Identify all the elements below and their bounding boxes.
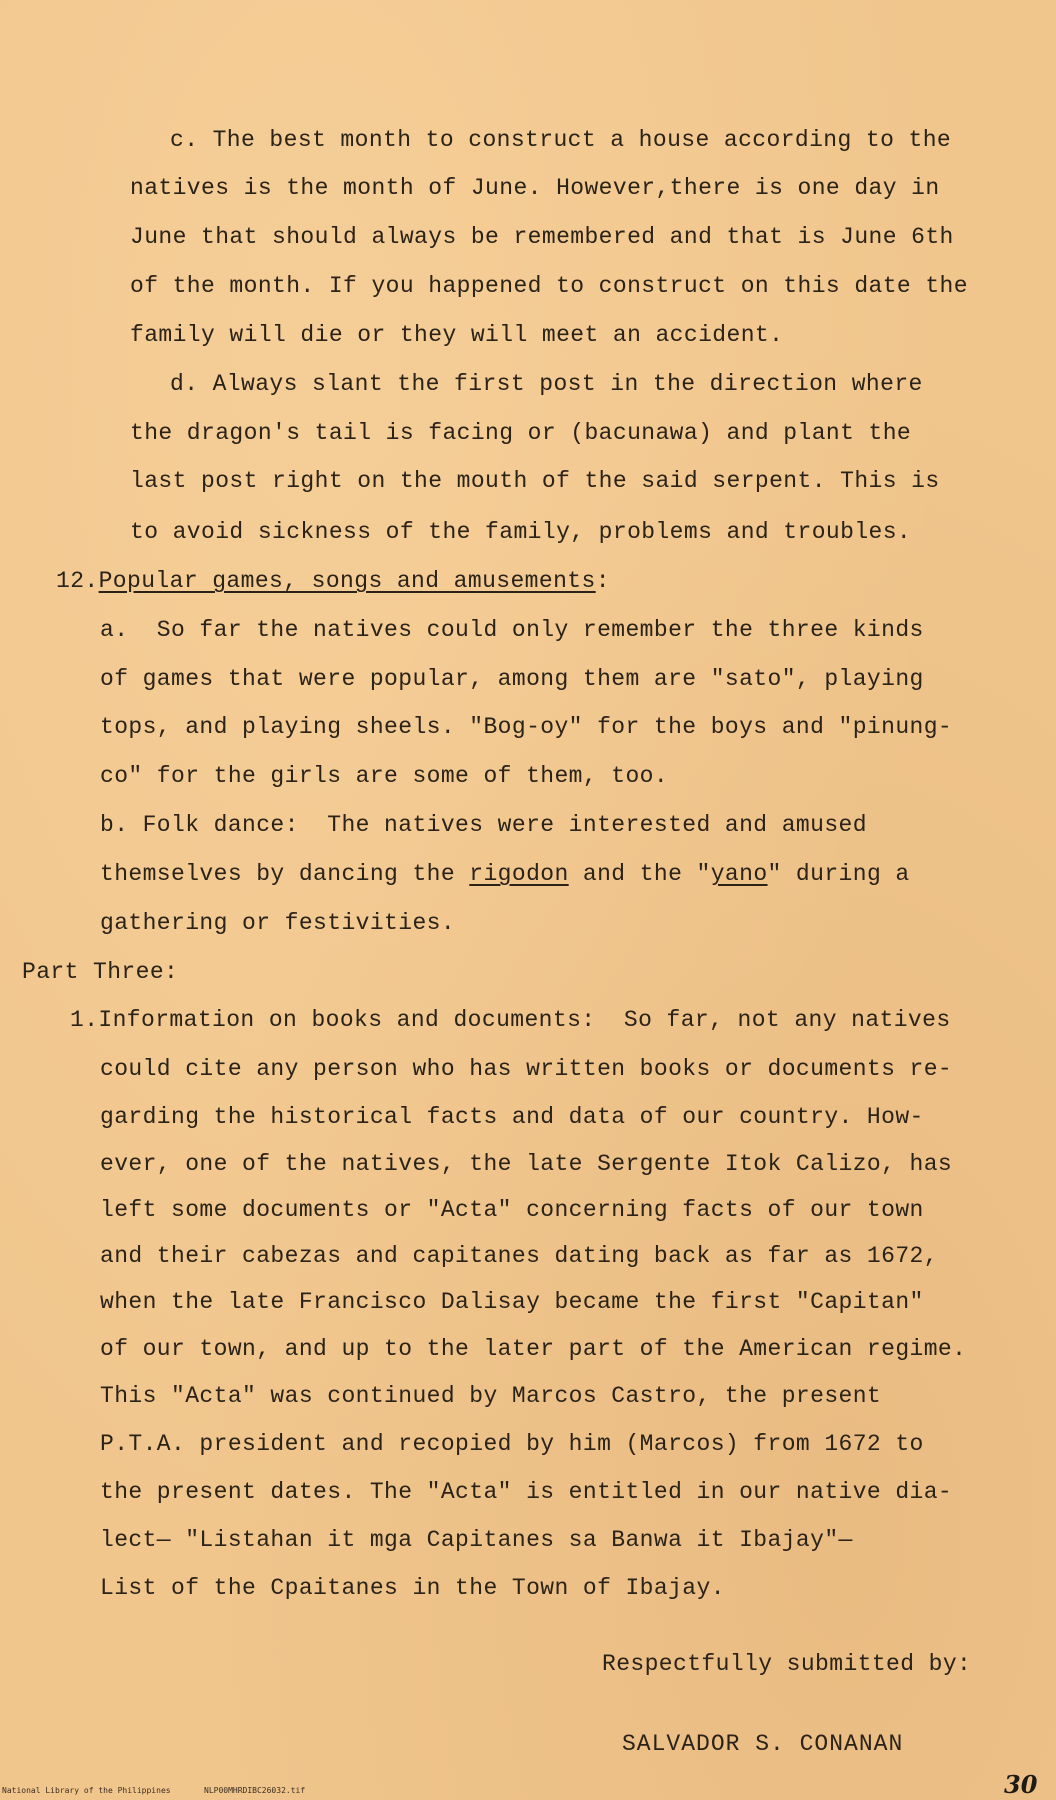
section-1-number: 1. bbox=[70, 1007, 99, 1033]
para-12b-text-c: " during a bbox=[767, 861, 910, 887]
rigodon-term: rigodon bbox=[469, 861, 569, 887]
section-1-line-7: when the late Francisco Dalisay became the first "Capitan" bbox=[100, 1289, 924, 1315]
para-12b-line-3: gathering or festivities. bbox=[100, 910, 456, 936]
page-number: 30 bbox=[1004, 1770, 1038, 1799]
para-c-line-3: June that should always be remembered and that is June 6th bbox=[130, 224, 954, 250]
section-1-line-3: garding the historical facts and data of our country. How- bbox=[100, 1104, 924, 1130]
para-12a-line-1: a. So far the natives could only remember the three kinds bbox=[100, 617, 924, 643]
footer-library: National Library of the Philippines bbox=[2, 1786, 171, 1795]
part-three-heading: Part Three: bbox=[22, 959, 179, 985]
para-12a-line-2: of games that were popular, among them are "sato", playing bbox=[100, 666, 924, 692]
section-1-line-6: and their cabezas and capitanes dating back as far as 1672, bbox=[100, 1243, 938, 1269]
para-d-line-2: the dragon's tail is facing or (bacunawa) and plant the bbox=[130, 420, 912, 446]
para-c-line-2: natives is the month of June. However,there is one day in bbox=[130, 175, 940, 201]
para-d-line-1: d. Always slant the first post in the direction where bbox=[170, 371, 923, 397]
signature-name: SALVADOR S. CONANAN bbox=[622, 1731, 904, 1757]
section-1-line-10: P.T.A. president and recopied by him (Marcos) from 1672 to bbox=[100, 1431, 924, 1457]
closing-text: Respectfully submitted by: bbox=[602, 1651, 972, 1677]
section-1-line-1 bbox=[70, 1006, 951, 1034]
yano-term: yano bbox=[710, 861, 768, 887]
section-1-line-8: of our town, and up to the later part of the American regime. bbox=[100, 1336, 967, 1362]
para-12b-line-1: b. Folk dance: The natives were interested and amused bbox=[100, 812, 867, 838]
para-d-line-3: last post right on the mouth of the said serpent. This is bbox=[130, 468, 940, 494]
section-1-text-1: Information on books and documents: So far, not any natives bbox=[98, 1007, 951, 1033]
section-12-number: 12. bbox=[56, 568, 99, 594]
para-c-line-1: c. The best month to construct a house according to the bbox=[170, 127, 952, 153]
para-12a-line-3: tops, and playing sheels. "Bog-oy" for the boys and "pinung- bbox=[100, 714, 953, 740]
para-c-line-4: of the month. If you happened to construct on this date the bbox=[130, 273, 968, 299]
section-12-heading bbox=[56, 567, 610, 595]
section-1-line-2: could cite any person who has written books or documents re- bbox=[100, 1056, 953, 1082]
para-12b-line-2 bbox=[100, 860, 910, 888]
para-12a-line-4: co" for the girls are some of them, too. bbox=[100, 763, 669, 789]
section-1-line-13: List of the Cpaitanes in the Town of Ibajay. bbox=[100, 1575, 725, 1601]
section-12-colon: : bbox=[595, 568, 610, 594]
para-12b-text-b: and the " bbox=[568, 861, 711, 887]
section-1-line-9: This "Acta" was continued by Marcos Castro, the present bbox=[100, 1383, 882, 1409]
para-c-line-5: family will die or they will meet an accident. bbox=[130, 322, 784, 348]
section-1-line-11: the present dates. The "Acta" is entitled in our native dia- bbox=[100, 1479, 953, 1505]
para-12b-text-a: themselves by dancing the bbox=[100, 861, 470, 887]
section-1-line-4: ever, one of the natives, the late Sergente Itok Calizo, has bbox=[100, 1151, 953, 1177]
para-d-line-4: to avoid sickness of the family, problems and troubles. bbox=[130, 519, 912, 545]
section-1-line-5: left some documents or "Acta" concerning facts of our town bbox=[100, 1197, 924, 1223]
footer-file-id: NLP00MHRDIBC26032.tif bbox=[204, 1786, 306, 1795]
section-12-title: Popular games, songs and amusements bbox=[98, 568, 596, 594]
section-1-line-12: lect— "Listahan it mga Capitanes sa Banwa it Ibajay"— bbox=[100, 1527, 853, 1553]
